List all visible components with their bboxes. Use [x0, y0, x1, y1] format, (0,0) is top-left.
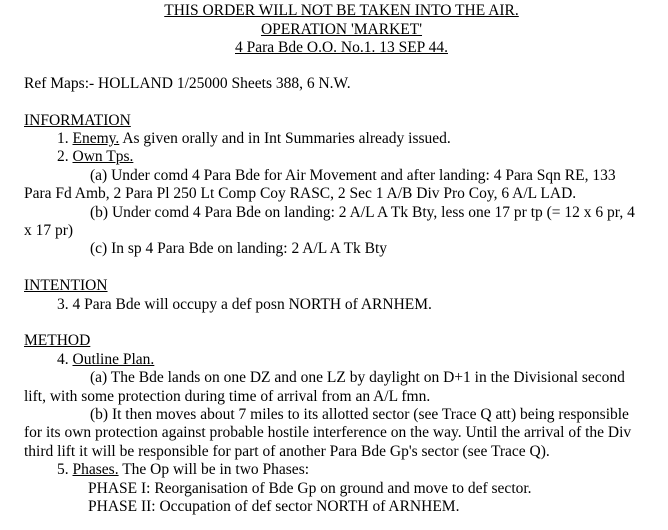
paragraph-number: 2. [57, 148, 69, 165]
paragraph-number: 4. [57, 351, 69, 368]
subparagraph-4a-line1: (a) The Bde lands on one DZ and one LZ by daylight on D+1 in the Divisional second [90, 369, 625, 386]
subparagraph-2a-line2: Para Fd Amb, 2 Para Pl 250 Lt Comp Coy RASC, 2 Sec 1 A/B Div Pro Coy, 6 A/L LAD. [24, 185, 577, 202]
subparagraph-4b-line3: third lift it will be responsible for part of another Para Bde Gp's sector (see Trace Q). [24, 443, 550, 460]
phase-2: PHASE II: Occupation of def sector NORTH of ARNHEM. [88, 498, 460, 515]
paragraph-number: 1. [57, 130, 69, 147]
phase-1: PHASE I: Reorganisation of Bde Gp on ground and move to def sector. [88, 480, 532, 497]
paragraph-2 [57, 148, 133, 166]
paragraph-1 [57, 130, 451, 148]
order-reference: 4 Para Bde O.O. No.1. 13 SEP 44. [235, 39, 448, 56]
paragraph-text: The Op will be in two Phases: [122, 461, 310, 478]
subparagraph-2a-line1: (a) Under comd 4 Para Bde for Air Movement and after landing: 4 Para Sqn RE, 133 [90, 167, 616, 184]
subparagraph-4b-line1: (b) It then moves about 7 miles to its allotted sector (see Trace Q att) being responsible [90, 406, 629, 423]
section-heading-intention: INTENTION [24, 277, 108, 294]
section-heading-method: METHOD [24, 332, 91, 349]
subparagraph-2c: (c) In sp 4 Para Bde on landing: 2 A/L A Tk Bty [90, 240, 388, 257]
subparagraph-2b-line1: (b) Under comd 4 Para Bde on landing: 2 A/L A Tk Bty, less one 17 pr tp (= 12 x 6 pr, 4 [90, 204, 635, 221]
paragraph-text: As given orally and in Int Summaries already issued. [122, 130, 451, 147]
paragraph-5 [57, 461, 309, 479]
paragraph-4 [57, 351, 154, 369]
paragraph-3: 3. 4 Para Bde will occupy a def posn NORTH of ARNHEM. [57, 296, 432, 313]
subparagraph-2b-line2: x 17 pr) [24, 222, 74, 239]
subparagraph-4a-line2: lift, with some protection during time of arrival from an A/L fmn. [24, 388, 431, 405]
subparagraph-4b-line2: for its own protection against probable hostile interference on the way. Until the arrival of the Div [24, 424, 632, 441]
paragraph-number: 5. [57, 461, 69, 478]
paragraph-title: Phases. [72, 461, 119, 478]
paragraph-title: Outline Plan. [72, 351, 155, 368]
section-heading-information: INFORMATION [24, 112, 131, 129]
paragraph-title: Own Tps. [72, 148, 134, 165]
operation-title: OPERATION 'MARKET' [260, 21, 423, 38]
ref-maps: Ref Maps:- HOLLAND 1/25000 Sheets 388, 6 N.W. [24, 75, 351, 92]
security-warning: THIS ORDER WILL NOT BE TAKEN INTO THE AIR. [164, 2, 519, 19]
paragraph-title: Enemy. [72, 130, 120, 147]
